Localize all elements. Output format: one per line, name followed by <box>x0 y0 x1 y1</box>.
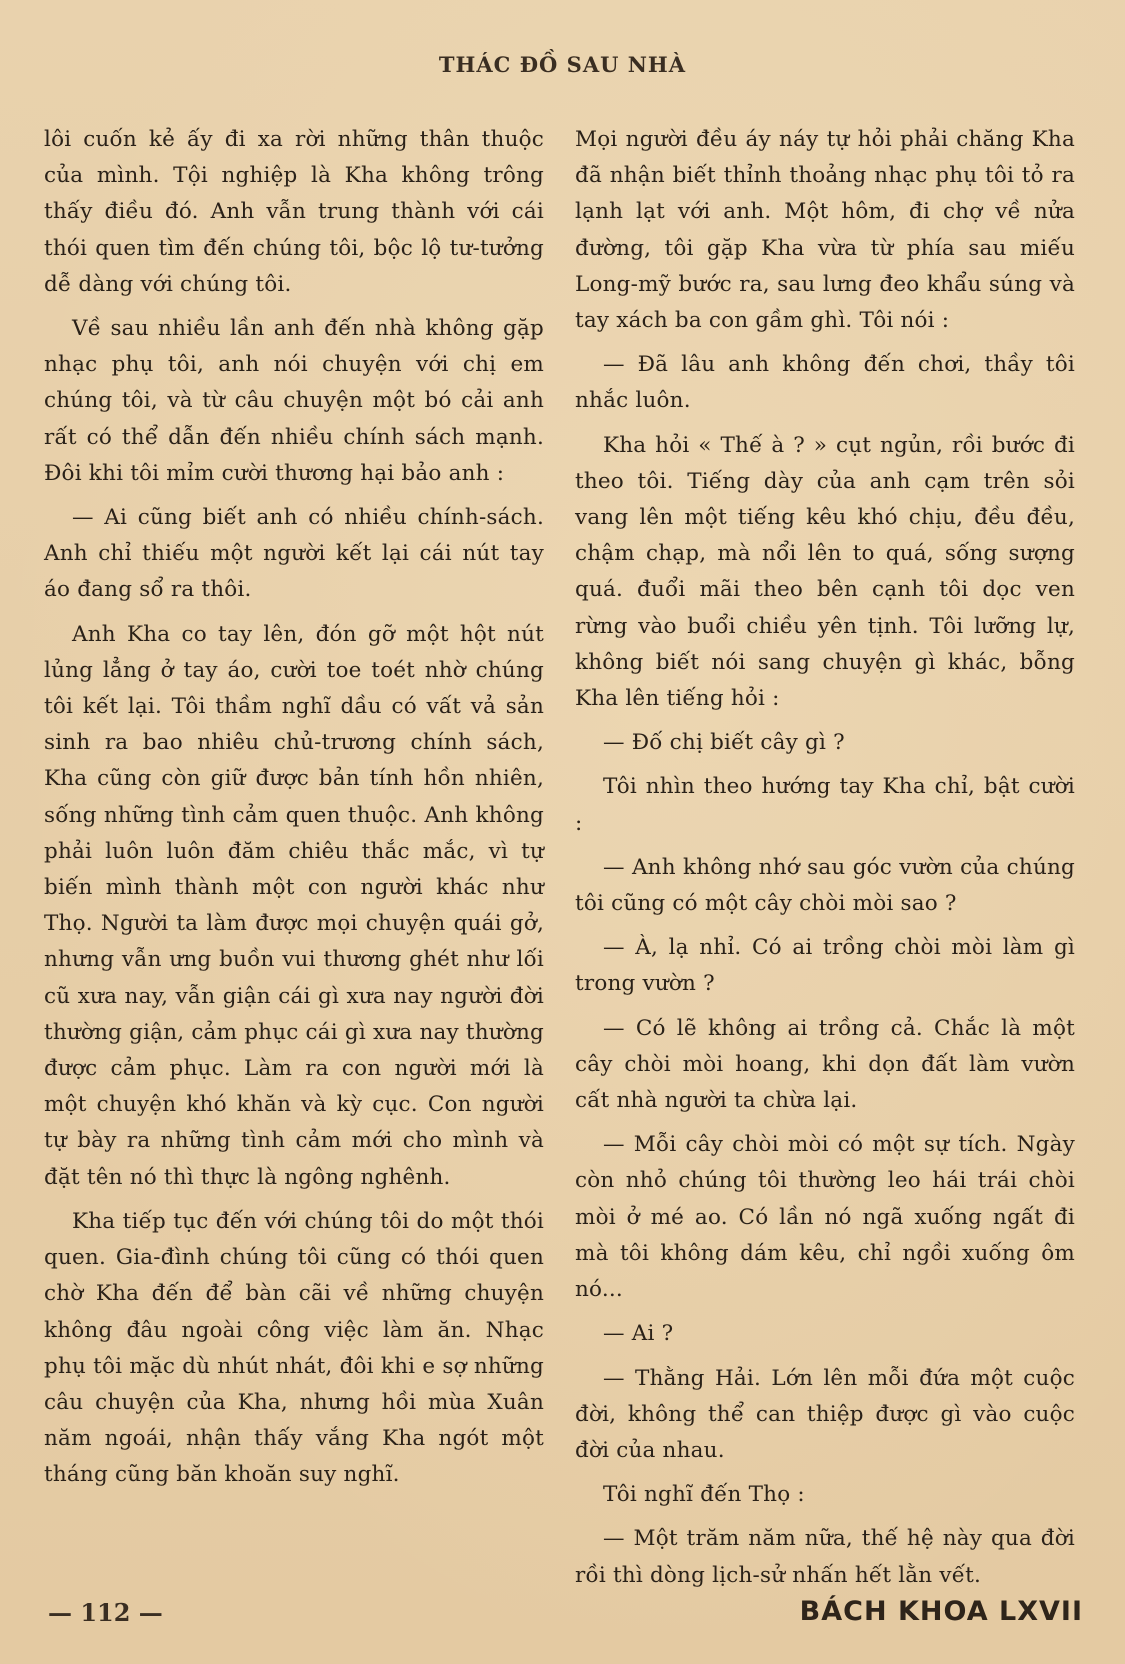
page-number: — 112 — <box>48 1598 163 1627</box>
paragraph: — Ai ? <box>603 1321 674 1347</box>
paragraph: — Mỗi cây chòi mòi có một sự tích. Ngày còn nhỏ chúng tôi thường leo hái trái chòi mòi ở mé ao. Có lần nó ngã xuống ngất đi mà tôi không dám kêu, chỉ ngồi xuống ôm nó... <box>575 1132 1075 1303</box>
paragraph: — Có lẽ không ai trồng cả. Chắc là một cây chòi mòi hoang, khi dọn đất làm vườn cất nhà người ta chừa lại. <box>575 1015 1075 1114</box>
paragraph: Kha tiếp tục đến với chúng tôi do một thói quen. Gia-đình chúng tôi cũng có thói quen chờ Kha đến để bàn cãi về những chuyện không đâu ngoài công việc làm ăn. Nhạc phụ tôi mặc dù nhút nhát, đôi khi e sợ những câu chuyện của Kha, nhưng hồi mùa Xuân năm ngoái, nhận thấy vắng Kha ngót một tháng cũng băn khoăn suy nghĩ. <box>44 1208 544 1488</box>
paragraph: lôi cuốn kẻ ấy đi xa rời những thân thuộc của mình. Tội nghiệp là Kha không trông thấy điều đó. Anh vẫn trung thành với cái thói quen tìm đến chúng tôi, bộc lộ tư-tưởng dễ dàng với chúng tôi. <box>44 127 544 297</box>
running-header: THÁC ĐỒ SAU NHÀ <box>438 52 687 77</box>
left-column <box>44 122 544 1502</box>
paragraph: Tôi nghĩ đến Thọ : <box>603 1482 805 1508</box>
paragraph: Mọi người đều áy náy tự hỏi phải chăng Kha đã nhận biết thỉnh thoảng nhạc phụ tôi tỏ ra lạnh lạt với anh. Một hôm, đi chợ về nửa đường, tôi gặp Kha vừa từ phía sau miếu Long-mỹ bước ra, sau lưng đeo khẩu súng và tay xách ba con gầm ghì. Tôi nói : <box>575 127 1075 334</box>
magazine-title: BÁCH KHOA LXVII <box>799 1596 1083 1627</box>
paragraph: — À, lạ nhỉ. Có ai trồng chòi mòi làm gì trong vườn ? <box>575 935 1075 997</box>
paragraph: — Đố chị biết cây gì ? <box>603 730 845 756</box>
paragraph: — Một trăm năm nữa, thế hệ này qua đời rồi thì dòng lịch-sử nhấn hết lằn vết. <box>575 1526 1075 1588</box>
paragraph: — Ai cũng biết anh có nhiều chính-sách. Anh chỉ thiếu một người kết lại cái nút tay áo đang sổ ra thôi. <box>44 505 544 603</box>
right-column <box>575 122 1075 1602</box>
paragraph: — Đã lâu anh không đến chơi, thầy tôi nhắc luôn. <box>575 352 1075 414</box>
paragraph: Kha hỏi « Thế à ? » cụt ngủn, rồi bước đi theo tôi. Tiếng dày của anh cạm trên sỏi vang lên một tiếng kêu khó chịu, đều đều, chậm chạp, mà nổi lên to quá, sống sượng quá. đuổi mãi theo bên cạnh tôi dọc ven rừng vào buổi chiều yên tịnh. Tôi lưỡng lự, không biết nói sang chuyện gì khác, bỗng Kha lên tiếng hỏi : <box>575 432 1075 712</box>
paragraph: — Thằng Hải. Lớn lên mỗi đứa một cuộc đời, không thể can thiệp được gì vào cuộc đời của nhau. <box>575 1365 1075 1463</box>
paragraph: Về sau nhiều lần anh đến nhà không gặp nhạc phụ tôi, anh nói chuyện với chị em chúng tôi, và từ câu chuyện một bó cải anh rất có thể dẫn đến nhiều chính sách mạnh. Đôi khi tôi mỉm cười thương hại bảo anh : <box>44 316 544 486</box>
paragraph: Anh Kha co tay lên, đón gỡ một hột nút lủng lẳng ở tay áo, cười toe toét nhờ chúng tôi kết lại. Tôi thầm nghĩ dầu có vất vả sản sinh ra bao nhiêu chủ-trương chính sách, Kha cũng còn giữ được bản tính hồn nhiên, sống những tình cảm quen thuộc. Anh không phải luôn luôn đăm chiêu thắc mắc, vì tự biến mình thành một con người khác như Thọ. Người ta làm được mọi chuyện quái gở, nhưng vẫn ưng buồn vui thương ghét như lối cũ xưa nay, vẫn giận cái gì xưa nay người đời thường giận, cảm phục cái gì xưa nay thường được cảm phục. Làm ra con người mới là một chuyện khó khăn và kỳ cục. Con người tự bày ra những tình cảm mới cho mình và đặt tên nó thì thực là ngông nghênh. <box>44 621 544 1190</box>
paragraph: — Anh không nhớ sau góc vườn của chúng tôi cũng có một cây chòi mòi sao ? <box>575 854 1075 917</box>
paragraph: Tôi nhìn theo hướng tay Kha chỉ, bật cười : <box>575 774 1075 836</box>
